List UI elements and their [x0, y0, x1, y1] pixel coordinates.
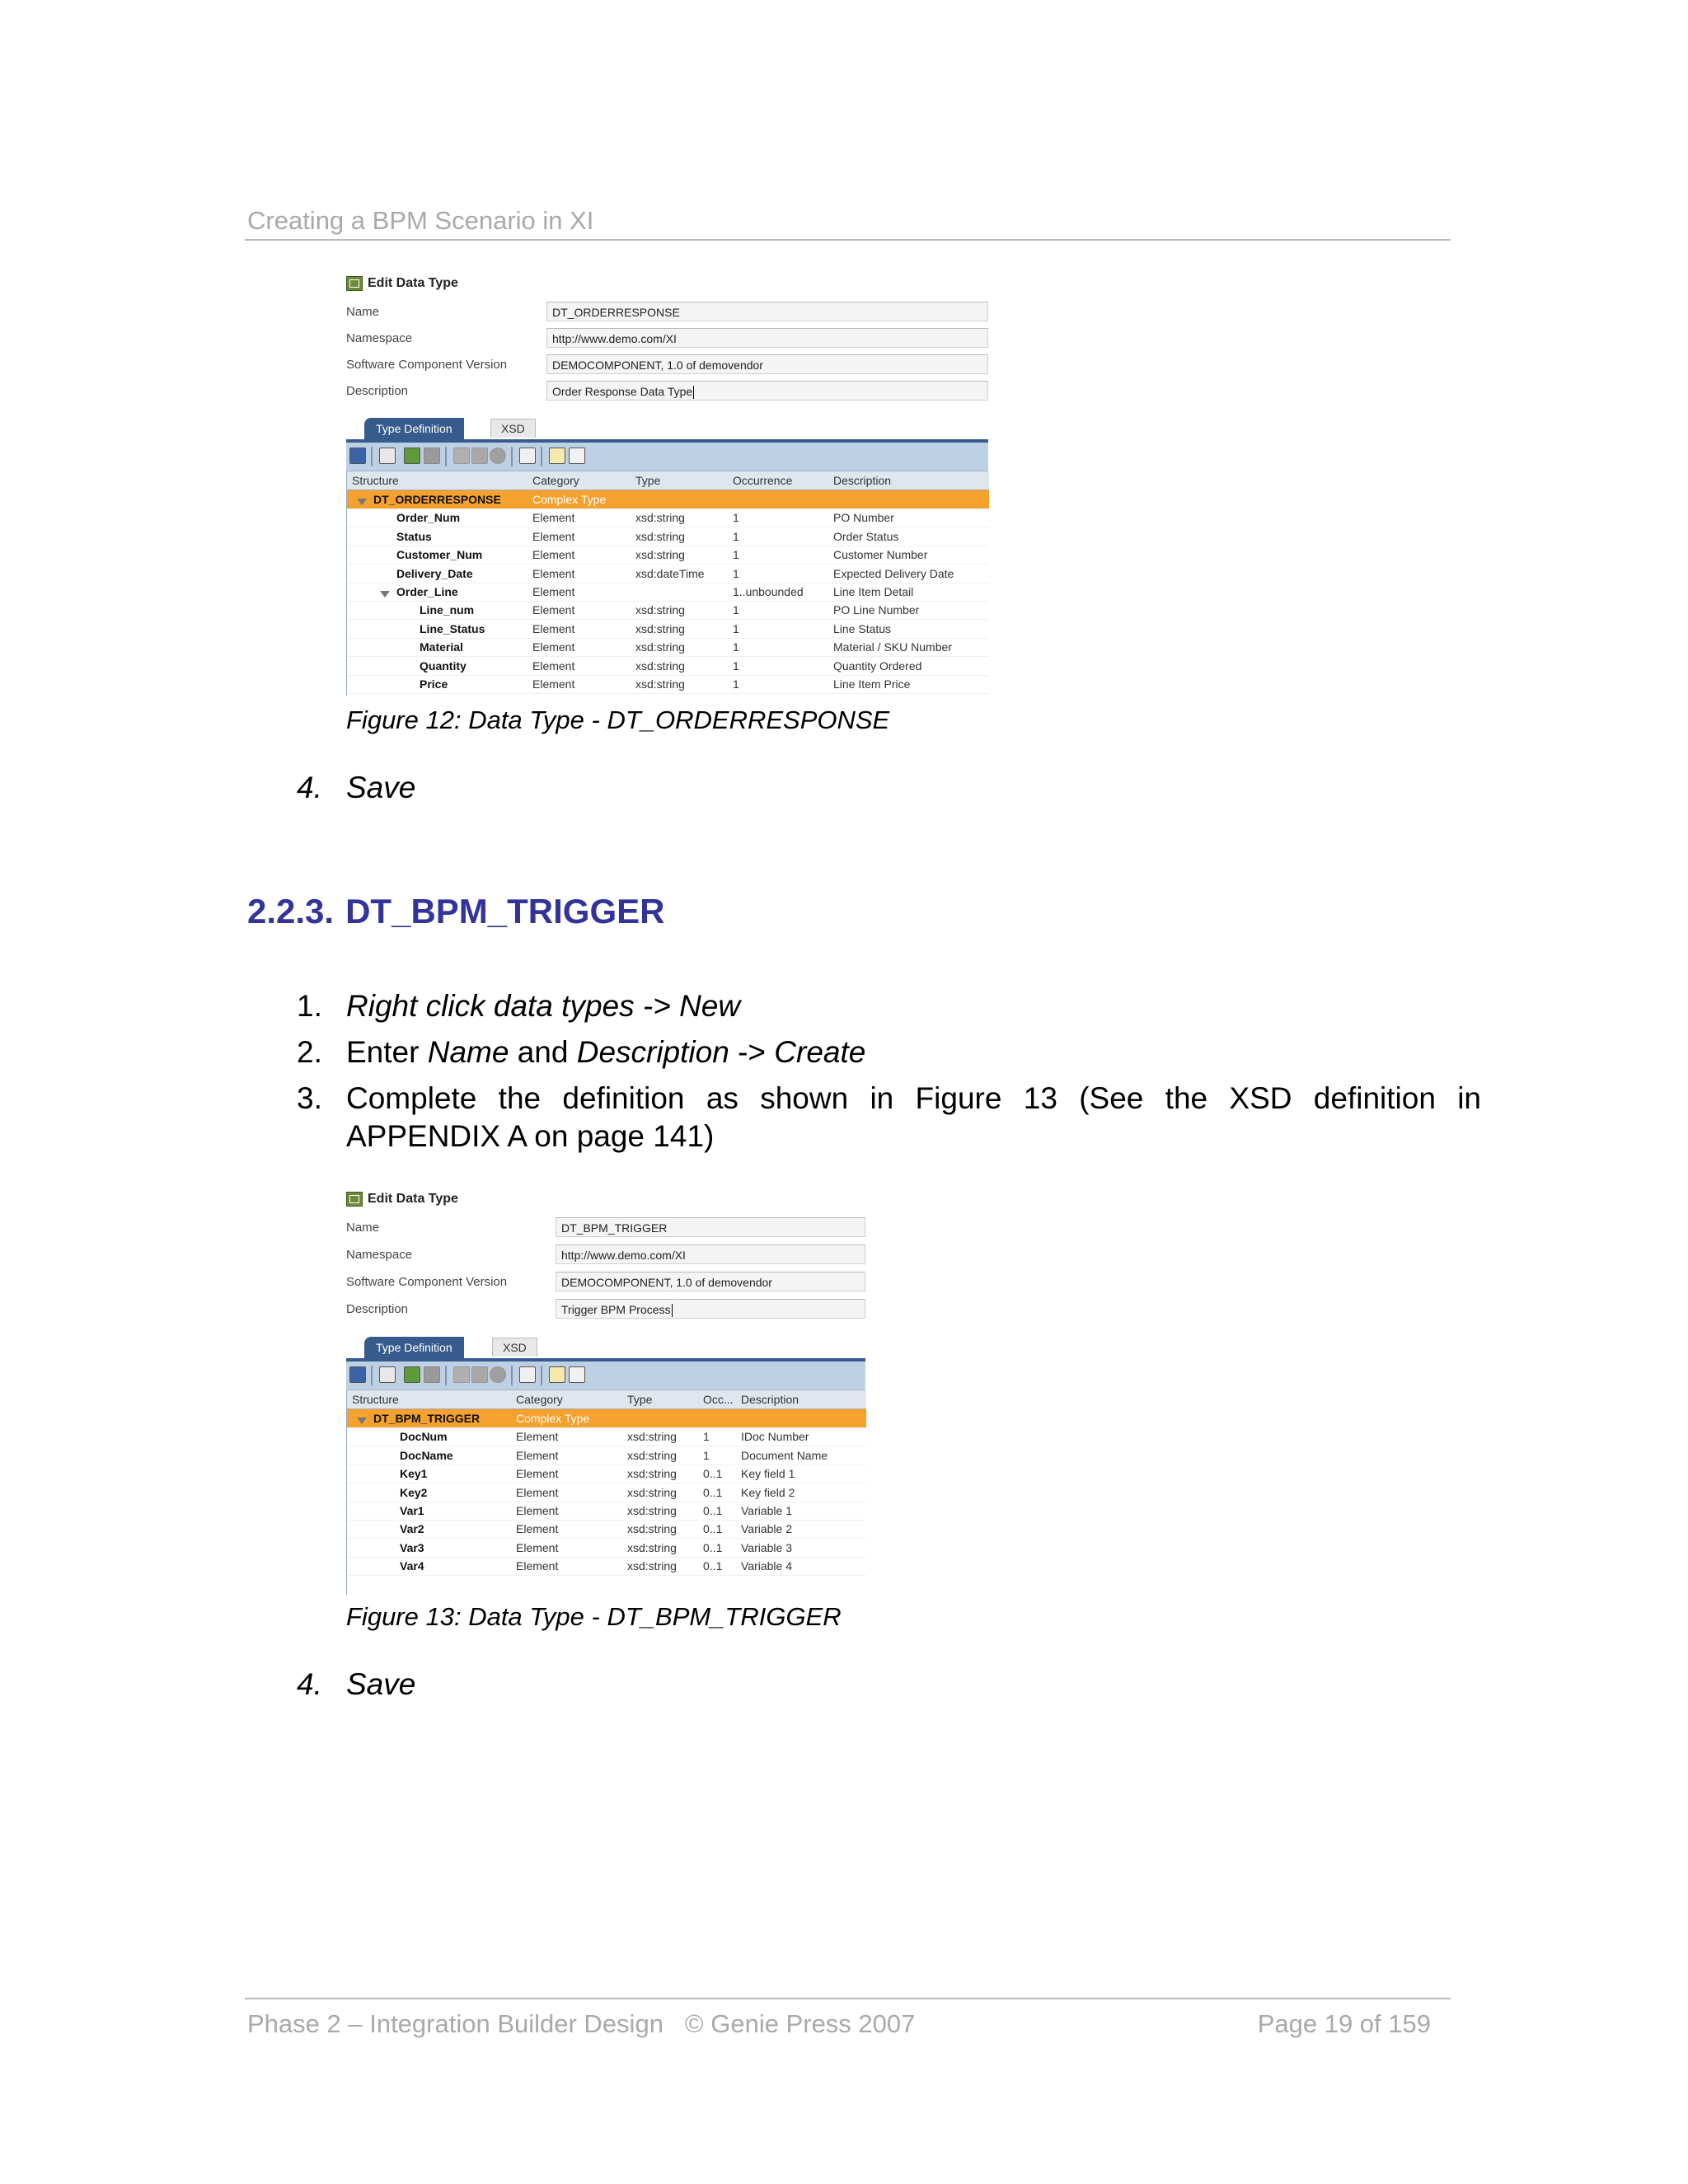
cell-occ: 1 [733, 511, 739, 525]
cell-category: Element [532, 529, 575, 543]
table-row [347, 565, 989, 583]
text-caret [693, 386, 694, 399]
cell-name: Var4 [400, 1559, 424, 1573]
namespace-value: http://www.demo.com/XI [556, 1244, 865, 1264]
table-row [347, 1502, 866, 1521]
cell-occ: 1 [733, 529, 739, 543]
cell-desc: Key field 1 [741, 1467, 795, 1481]
name-field-row: Name DT_BPM_TRIGGER [346, 1216, 865, 1240]
swcv-field-row: Software Component Version DEMOCOMPONENT, 1.0 of demovendor [346, 353, 988, 377]
cell-type: xsd:string [635, 529, 685, 543]
cell-occ: 1 [733, 640, 739, 654]
description-value: Order Response Data Type [546, 381, 988, 401]
cell-category: Element [532, 603, 575, 617]
cell-desc: Customer Number [833, 548, 928, 562]
editor-toolbar [346, 1361, 865, 1390]
cell-name: Material [420, 640, 463, 654]
cell-occ: 1 [733, 548, 739, 562]
paste-icon [471, 1366, 488, 1383]
cell-desc: Variable 2 [741, 1522, 793, 1536]
cell-occ: 0..1 [703, 1559, 723, 1573]
cell-type: xsd:string [635, 511, 685, 525]
cell-type: xsd:string [627, 1559, 677, 1573]
namespace-field-row: Namespace http://www.demo.com/XI [346, 326, 988, 351]
grid-header: Structure Category Type Occ... Description [347, 1390, 866, 1409]
cell-name: DT_ORDERRESPONSE [373, 493, 501, 506]
undo-icon [490, 1366, 506, 1383]
cell-desc: PO Line Number [833, 603, 920, 617]
cell-name: Price [420, 677, 448, 691]
cell-desc: Line Item Detail [833, 585, 914, 598]
copy-icon [453, 448, 470, 464]
cell-type: xsd:string [635, 621, 685, 635]
structure-grid [346, 471, 989, 696]
cell-type: xsd:string [627, 1485, 677, 1499]
cell-category: Element [516, 1559, 559, 1573]
text-caret [672, 1304, 673, 1317]
table-row [347, 675, 989, 694]
cell-name: DT_BPM_TRIGGER [373, 1412, 481, 1425]
structure-grid [346, 1390, 866, 1595]
cell-type: xsd:string [635, 658, 685, 673]
cell-occ: 1 [703, 1430, 710, 1444]
cell-name: Var2 [400, 1522, 424, 1536]
cell-category: Element [532, 511, 575, 525]
data-type-icon [346, 276, 363, 291]
cell-name: DocName [400, 1448, 453, 1462]
table-row [347, 1483, 866, 1502]
name-field-row: Name DT_ORDERRESPONSE [346, 300, 988, 325]
name-value: DT_BPM_TRIGGER [556, 1217, 865, 1237]
namespace-field-row: Namespace http://www.demo.com/XI [346, 1243, 865, 1268]
cell-occ: 1 [733, 566, 739, 580]
table-row [347, 638, 989, 657]
tab-strip [346, 1335, 865, 1361]
insert-subelement-icon [404, 448, 420, 464]
figure-13-screenshot [346, 1188, 865, 1596]
cell-name: Customer_Num [396, 548, 483, 562]
description-value: Trigger BPM Process [556, 1299, 865, 1319]
tab-xsd: XSD [492, 1338, 537, 1357]
table-row [347, 546, 989, 565]
cell-desc: PO Number [833, 511, 894, 525]
cell-name: Key2 [400, 1485, 428, 1499]
cell-type: xsd:string [627, 1540, 677, 1554]
edit-data-type-title: Edit Data Type [346, 273, 458, 294]
swcv-field-row: Software Component Version DEMOCOMPONENT, 1.0 of demovendor [346, 1270, 865, 1295]
grid-header: Structure Category Type Occurrence Description [347, 471, 989, 490]
cell-category: Element [532, 640, 575, 654]
cell-category: Element [532, 621, 575, 635]
tab-xsd: XSD [490, 419, 536, 438]
table-row [347, 1446, 866, 1465]
table-row [347, 620, 989, 639]
edit-data-type-title: Edit Data Type [346, 1188, 458, 1210]
delete-icon [424, 448, 440, 464]
cell-category: Complex Type [516, 1412, 590, 1425]
cell-type: xsd:string [627, 1430, 677, 1444]
paste-icon [471, 448, 488, 464]
cell-name: Order_Num [396, 511, 461, 525]
cell-occ: 0..1 [703, 1467, 723, 1481]
cell-occ: 1 [703, 1448, 710, 1462]
cell-category: Element [516, 1522, 559, 1536]
data-type-icon [346, 1192, 363, 1207]
cell-type: xsd:string [627, 1504, 677, 1517]
cell-name: Key1 [400, 1467, 428, 1481]
cell-occ: 0..1 [703, 1485, 723, 1499]
cell-occ: 1 [733, 603, 739, 617]
cell-category: Element [532, 677, 575, 691]
cell-category: Element [532, 658, 575, 673]
tab-type-definition: Type Definition [364, 1337, 464, 1358]
section-heading: 2.2.3. DT_BPM_TRIGGER [247, 892, 665, 930]
table-row [347, 1465, 866, 1483]
running-header: Creating a BPM Scenario in XI [247, 206, 594, 235]
table-row [347, 1539, 866, 1558]
cell-name: Var3 [400, 1540, 424, 1554]
cell-desc: Line Status [833, 621, 892, 635]
cell-category: Complex Type [532, 493, 607, 506]
cell-desc: Variable 1 [741, 1504, 793, 1517]
cell-name: Line_Status [420, 621, 485, 635]
cell-occ: 0..1 [703, 1522, 723, 1536]
figure-12-caption: Figure 12: Data Type - DT_ORDERRESPONSE [346, 705, 890, 734]
cell-name: Line_num [420, 603, 475, 617]
cell-category: Element [516, 1485, 559, 1499]
cell-occ: 0..1 [703, 1504, 723, 1517]
cell-name: DocNum [400, 1430, 448, 1444]
table-row-root [347, 490, 989, 509]
insert-subelement-icon [404, 1366, 420, 1383]
description-field-row: Description Trigger BPM Process [346, 1297, 865, 1322]
figure-12-screenshot [346, 273, 988, 697]
export-icon [569, 1366, 585, 1383]
tab-strip [346, 416, 988, 443]
table-row [347, 1520, 866, 1539]
namespace-value: http://www.demo.com/XI [546, 328, 988, 348]
cell-category: Element [532, 566, 575, 580]
table-row [347, 1557, 866, 1576]
cell-type: xsd:dateTime [635, 566, 705, 580]
cell-category: Element [516, 1540, 559, 1554]
layout-icon [549, 448, 565, 464]
layout-icon [549, 1366, 565, 1383]
cell-type: xsd:string [627, 1448, 677, 1462]
refresh-icon [349, 1366, 366, 1383]
cell-name: Delivery_Date [396, 566, 473, 580]
table-row [347, 1427, 866, 1446]
swcv-value: DEMOCOMPONENT, 1.0 of demovendor [556, 1272, 865, 1291]
cell-desc: Document Name [741, 1448, 828, 1462]
cell-type: xsd:string [627, 1467, 677, 1481]
cell-type: xsd:string [635, 548, 685, 562]
description-field-row: Description Order Response Data Type [346, 379, 988, 404]
cell-desc: Material / SKU Number [833, 640, 952, 654]
cell-desc: IDoc Number [741, 1430, 809, 1444]
copy-icon [453, 1366, 470, 1383]
cell-occ: 1 [733, 677, 739, 691]
editor-toolbar [346, 443, 988, 471]
table-row [347, 583, 989, 602]
refresh-icon [349, 448, 366, 464]
export-icon [569, 448, 585, 464]
table-row [347, 601, 989, 620]
print-icon [519, 1366, 536, 1383]
insert-element-icon [379, 1366, 396, 1383]
cell-occ: 1 [733, 658, 739, 673]
table-row [347, 657, 989, 676]
cell-type: xsd:string [635, 640, 685, 654]
cell-desc: Order Status [833, 529, 899, 543]
cell-category: Element [516, 1430, 559, 1444]
footer-rule [245, 1998, 1451, 1999]
cell-name: Status [396, 529, 432, 543]
cell-desc: Expected Delivery Date [833, 566, 954, 580]
cell-desc: Variable 3 [741, 1540, 793, 1554]
cell-desc: Variable 4 [741, 1559, 793, 1573]
cell-name: Quantity [420, 658, 467, 673]
cell-category: Element [516, 1448, 559, 1462]
delete-icon [424, 1366, 440, 1383]
cell-name: Order_Line [396, 585, 458, 598]
footer-left: Phase 2 – Integration Builder Design © Genie Press 2007 [247, 2009, 916, 2038]
name-value: DT_ORDERRESPONSE [546, 302, 988, 321]
table-row-root [347, 1409, 866, 1428]
cell-desc: Key field 2 [741, 1485, 795, 1499]
undo-icon [490, 448, 506, 464]
cell-category: Element [532, 585, 575, 598]
table-row [347, 509, 989, 527]
swcv-value: DEMOCOMPONENT, 1.0 of demovendor [546, 354, 988, 374]
table-row [347, 527, 989, 546]
cell-occ: 1 [733, 621, 739, 635]
cell-type: xsd:string [635, 603, 685, 617]
cell-type: xsd:string [627, 1522, 677, 1536]
footer-page-number: Page 19 of 159 [1257, 2009, 1431, 2038]
cell-category: Element [516, 1504, 559, 1517]
cell-category: Element [516, 1467, 559, 1481]
cell-occ: 1..unbounded [733, 585, 804, 598]
print-icon [519, 448, 536, 464]
cell-desc: Line Item Price [833, 677, 911, 691]
cell-category: Element [532, 548, 575, 562]
figure-13-caption: Figure 13: Data Type - DT_BPM_TRIGGER [346, 1602, 842, 1631]
cell-desc: Quantity Ordered [833, 658, 922, 673]
tab-type-definition: Type Definition [364, 418, 464, 439]
cell-occ: 0..1 [703, 1540, 723, 1554]
insert-element-icon [379, 448, 396, 464]
header-rule [245, 239, 1451, 241]
cell-name: Var1 [400, 1504, 424, 1517]
cell-type: xsd:string [635, 677, 685, 691]
